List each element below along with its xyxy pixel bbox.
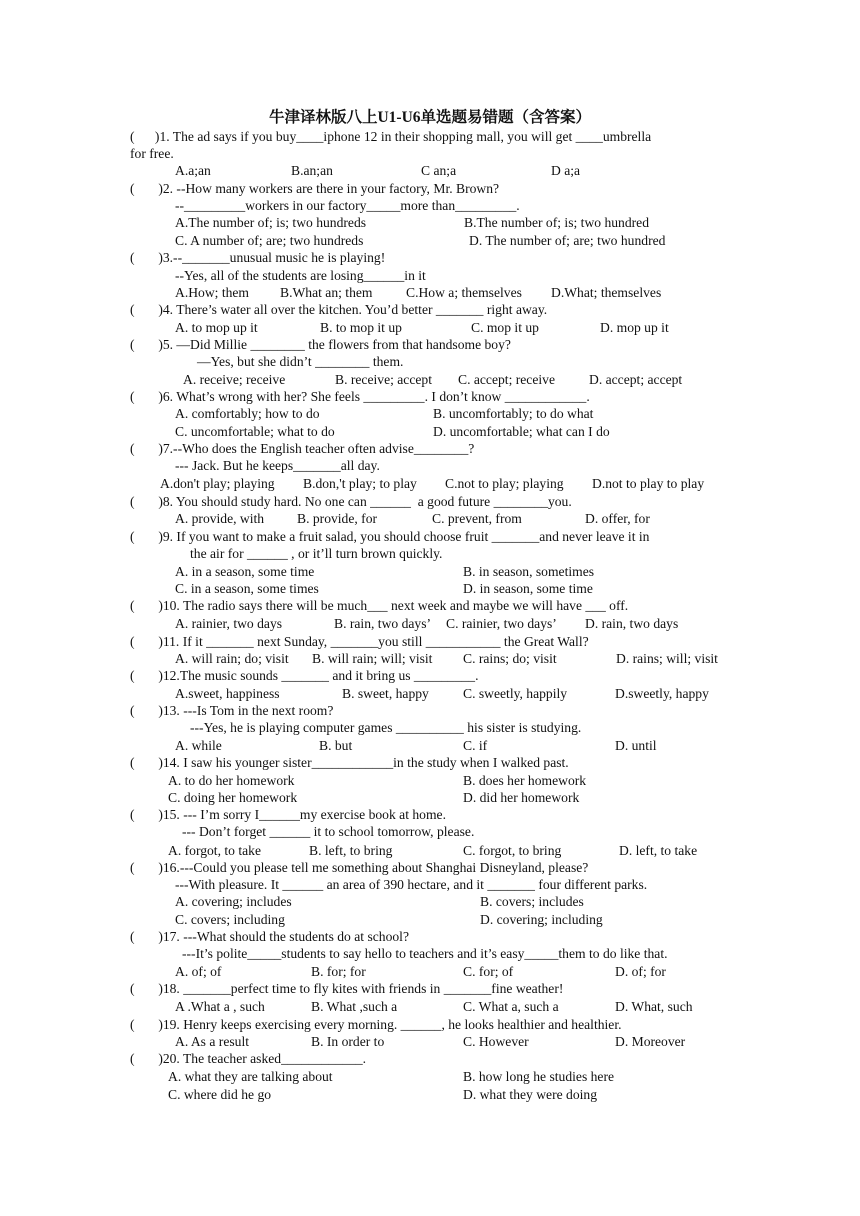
option: C. doing her homework [168, 790, 298, 805]
option: A. As a result [175, 1034, 250, 1049]
question-7-options [0, 475, 860, 492]
option: A.How; them [175, 285, 250, 300]
question-5-stem-line: ( )5. —Did Millie ________ the flowers from that handsome boy? [130, 337, 511, 352]
option: C. sweetly, happily [463, 686, 568, 701]
question-1-options [0, 162, 860, 179]
question-3-stem-line: --Yes, all of the students are losing______in it [175, 268, 426, 283]
option: C. However [463, 1034, 529, 1049]
option: D. mop up it [600, 320, 669, 335]
option: D. What, such [615, 999, 693, 1014]
option: D. did her homework [463, 790, 580, 805]
option: C. rainier, two days’ [446, 616, 557, 631]
option: B. rain, two days’ [334, 616, 432, 631]
option: A. to do her homework [168, 773, 295, 788]
option: C. where did he go [168, 1087, 272, 1102]
question-17-stem-line: ( )17. ---What should the students do at school? [130, 929, 409, 944]
question-9-stem-line: the air for ______ , or it’ll turn brown quickly. [190, 546, 443, 561]
question-16-stem-line: ( )16.---Could you please tell me something about Shanghai Disneyland, please? [130, 860, 589, 875]
option: C. accept; receive [458, 372, 555, 387]
question-3-options [0, 284, 860, 301]
option: A.The number of; is; two hundreds [175, 215, 367, 230]
question-5-options [0, 371, 860, 388]
option: A. receive; receive [183, 372, 286, 387]
question-20-options [0, 1068, 860, 1085]
option: C. mop it up [471, 320, 539, 335]
question-2-stem-line: --_________workers in our factory_____more than_________. [175, 198, 520, 213]
question-19-stem-line: ( )19. Henry keeps exercising every morning. ______, he looks healthier and healthier. [130, 1017, 622, 1032]
question-8-options [0, 510, 860, 527]
option: B.don,'t play; to play [303, 476, 417, 491]
option: B. In order to [311, 1034, 385, 1049]
question-16-options [0, 893, 860, 910]
question-19-options [0, 1033, 860, 1050]
option: D. offer, for [585, 511, 650, 526]
option: B. will rain; will; visit [312, 651, 433, 666]
question-20-options [0, 1086, 860, 1103]
option: A.a;an [175, 163, 211, 178]
option: D.not to play to play [592, 476, 705, 491]
question-11-options [0, 650, 860, 667]
question-5-stem-line: —Yes, but she didn’t ________ them. [197, 354, 404, 369]
question-11-stem-line: ( )11. If it _______ next Sunday, _______you still ___________ the Great Wall? [130, 634, 589, 649]
option: C.not to play; playing [445, 476, 564, 491]
question-18-options [0, 998, 860, 1015]
option: D. rain, two days [585, 616, 679, 631]
question-8-stem-line: ( )8. You should study hard. No one can ______ a good future ________you. [130, 494, 572, 509]
option: C. forgot, to bring [463, 843, 562, 858]
option: C. in a season, some times [175, 581, 319, 596]
option: D. covering; including [480, 912, 603, 927]
option: D. Moreover [615, 1034, 686, 1049]
option: A. in a season, some time [175, 564, 315, 579]
question-9-stem-line: ( )9. If you want to make a fruit salad, you should choose fruit _______and never leave it in [130, 529, 650, 544]
option: D. in season, some time [463, 581, 593, 596]
option: A. comfortably; how to do [175, 406, 320, 421]
option: B. left, to bring [309, 843, 393, 858]
question-14-stem-line: ( )14. I saw his younger sister____________in the study when I walked past. [130, 755, 569, 770]
question-7-stem-line: --- Jack. But he keeps_______all day. [175, 458, 380, 473]
option: B. but [319, 738, 353, 753]
option: A. covering; includes [175, 894, 292, 909]
option: C an;a [421, 163, 457, 178]
question-15-stem-line: ( )15. --- I’m sorry I______my exercise book at home. [130, 807, 446, 822]
option: A. what they are talking about [168, 1069, 333, 1084]
question-2-options [0, 232, 860, 249]
option: A. to mop up it [175, 320, 258, 335]
question-13-stem-line: ---Yes, he is playing computer games __________ his sister is studying. [190, 720, 582, 735]
option: A.don't play; playing [160, 476, 275, 491]
option: C. for; of [463, 964, 514, 979]
option: B.The number of; is; two hundred [464, 215, 649, 230]
option: C. A number of; are; two hundreds [175, 233, 364, 248]
question-9-options [0, 580, 860, 597]
question-18-stem-line: ( )18. _______perfect time to fly kites with friends in _______fine weather! [130, 981, 564, 996]
question-15-stem-line: --- Don’t forget ______ it to school tomorrow, please. [182, 824, 475, 839]
question-6-options [0, 405, 860, 422]
option: D. rains; will; visit [616, 651, 718, 666]
question-7-stem-line: ( )7.--Who does the English teacher often advise________? [130, 441, 475, 456]
option: A. provide, with [175, 511, 265, 526]
option: C. covers; including [175, 912, 285, 927]
question-20-stem-line: ( )20. The teacher asked____________. [130, 1051, 367, 1066]
question-17-stem-line: ---It’s polite_____students to say hello to teachers and it’s easy_____them to do like that. [182, 946, 668, 961]
option: A. forgot, to take [168, 843, 261, 858]
option: A.sweet, happiness [175, 686, 280, 701]
option: B. covers; includes [480, 894, 584, 909]
option: B. sweet, happy [342, 686, 429, 701]
question-4-stem-line: ( )4. There’s water all over the kitchen. You’d better _______ right away. [130, 302, 548, 317]
question-12-options [0, 685, 860, 702]
option: D. until [615, 738, 657, 753]
page-title: 牛津译林版八上U1-U6单选题易错题（含答案） [268, 109, 592, 126]
question-16-stem-line: ---With pleasure. It ______ an area of 390 hectare, and it _______ four different parks. [175, 877, 648, 892]
question-14-options [0, 772, 860, 789]
option: B.What an; them [280, 285, 373, 300]
option: A. will rain; do; visit [175, 651, 289, 666]
question-4-options [0, 319, 860, 336]
option: B. in season, sometimes [463, 564, 595, 579]
option: D. The number of; are; two hundred [469, 233, 666, 248]
option: D.What; themselves [551, 285, 662, 300]
question-6-stem-line: ( )6. What’s wrong with her? She feels _________. I don’t know ____________. [130, 389, 590, 404]
option: B. provide, for [297, 511, 378, 526]
question-1-stem-line: ( )1. The ad says if you buy____iphone 12 in their shopping mall, you will get ____umbrella [130, 129, 652, 144]
question-3-stem-line: ( )3.--_______unusual music he is playing! [130, 250, 386, 265]
option: D.sweetly, happy [615, 686, 709, 701]
option: C. What a, such a [463, 999, 559, 1014]
option: B. uncomfortably; to do what [433, 406, 594, 421]
option: A. while [175, 738, 222, 753]
question-13-stem-line: ( )13. ---Is Tom in the next room? [130, 703, 334, 718]
question-10-stem-line: ( )10. The radio says there will be much___ next week and maybe we will have ___ off. [130, 598, 629, 613]
option: B. to mop it up [320, 320, 402, 335]
option: D a;a [551, 163, 581, 178]
option: A. of; of [175, 964, 222, 979]
option: C. uncomfortable; what to do [175, 424, 335, 439]
option: B. for; for [311, 964, 366, 979]
option: C. rains; do; visit [463, 651, 557, 666]
question-10-options [0, 615, 860, 632]
option: A .What a , such [175, 999, 265, 1014]
question-13-options [0, 737, 860, 754]
option: B. does her homework [463, 773, 587, 788]
option: D. of; for [615, 964, 666, 979]
option: B. What ,such a [311, 999, 398, 1014]
question-2-stem-line: ( )2. --How many workers are there in your factory, Mr. Brown? [130, 181, 500, 196]
option: B. how long he studies here [463, 1069, 615, 1084]
question-2-options [0, 214, 860, 231]
question-9-options [0, 563, 860, 580]
option: D. left, to take [619, 843, 698, 858]
option: D. what they were doing [463, 1087, 598, 1102]
option: B.an;an [291, 163, 333, 178]
question-1-stem-line: for free. [130, 146, 174, 161]
question-17-options [0, 963, 860, 980]
option: A. rainier, two days [175, 616, 283, 631]
option: C.How a; themselves [406, 285, 522, 300]
option: C. prevent, from [432, 511, 522, 526]
option: D. uncomfortable; what can I do [433, 424, 610, 439]
question-16-options [0, 911, 860, 928]
question-15-options [0, 842, 860, 859]
option: D. accept; accept [589, 372, 683, 387]
question-6-options [0, 423, 860, 440]
option: C. if [463, 738, 488, 753]
question-12-stem-line: ( )12.The music sounds _______ and it bring us _________. [130, 668, 479, 683]
question-14-options [0, 789, 860, 806]
option: B. receive; accept [335, 372, 432, 387]
